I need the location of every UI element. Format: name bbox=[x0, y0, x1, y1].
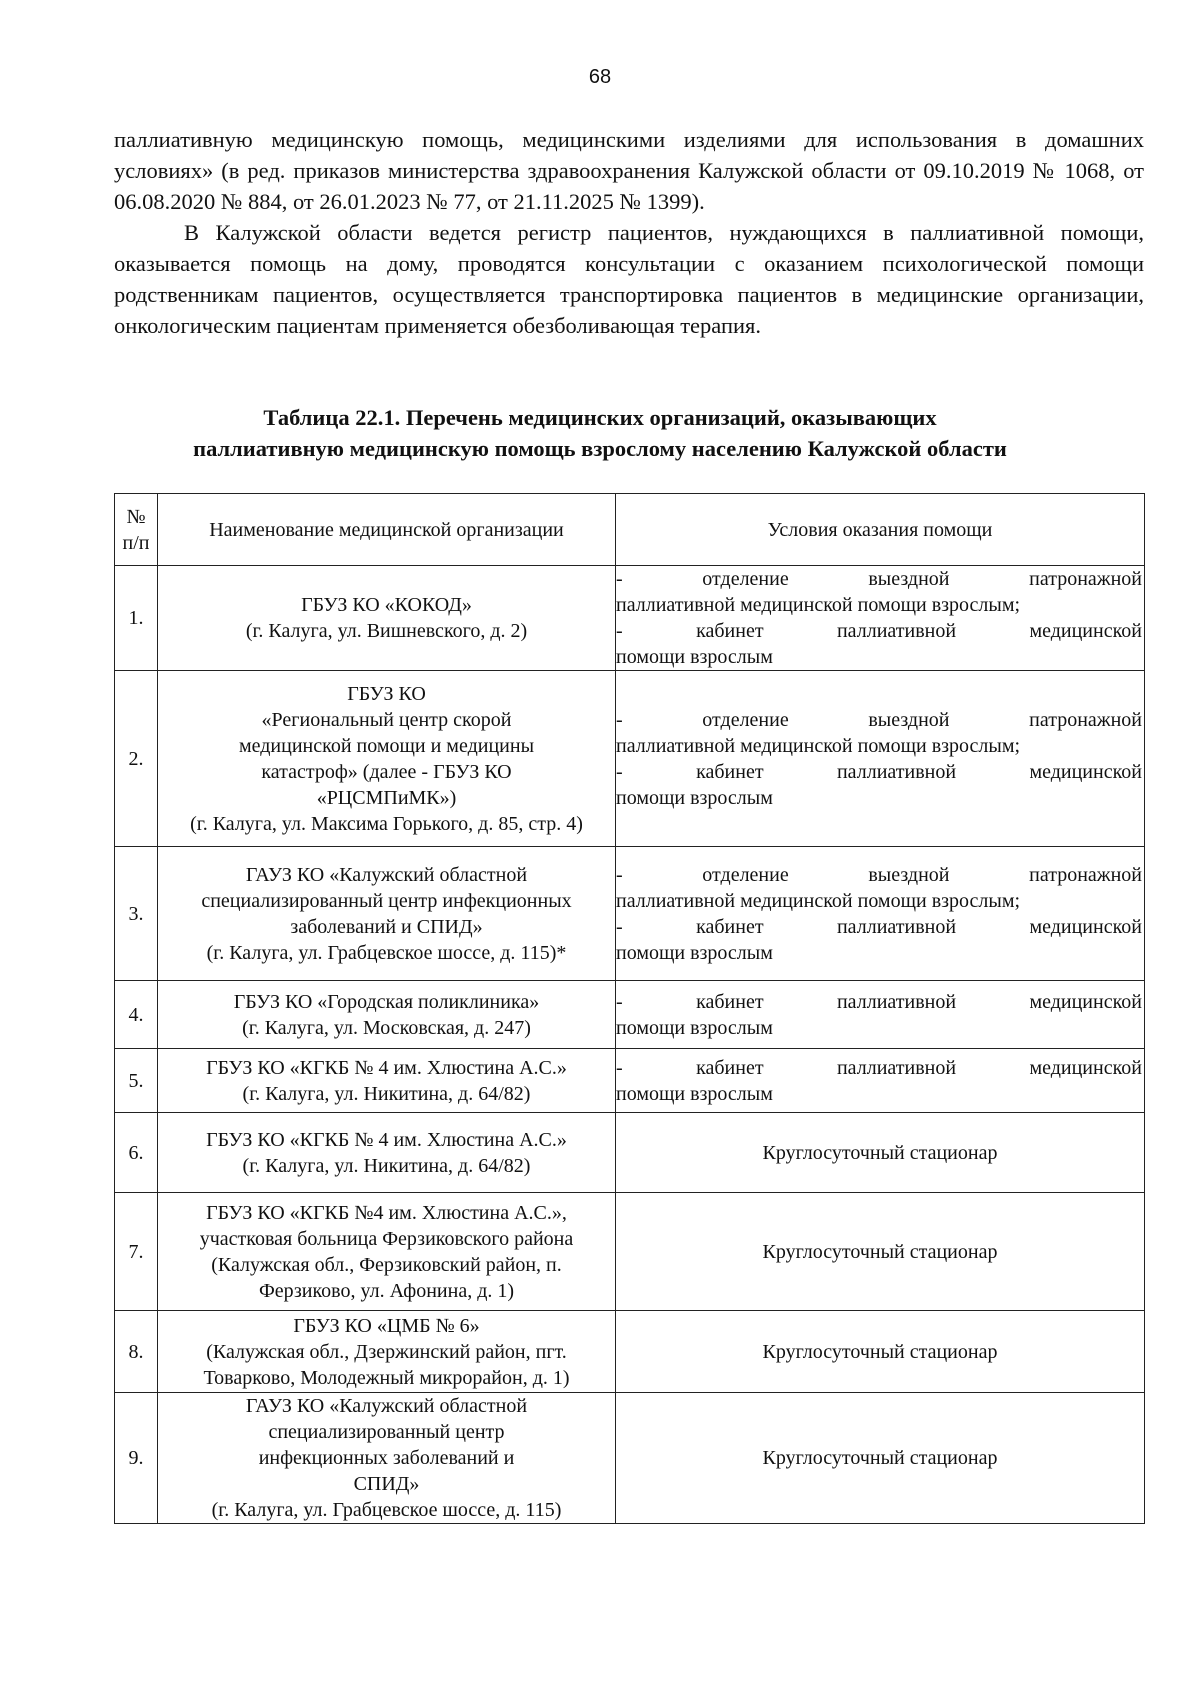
care-condition-line: - кабинет паллиативной медицинской bbox=[616, 915, 1142, 938]
table-row bbox=[115, 566, 1145, 671]
organization-name-line: (г. Калуга, ул. Максима Горького, д. 85, стр. 4) bbox=[190, 812, 583, 835]
table-row bbox=[115, 671, 1145, 847]
care-condition-line: - кабинет паллиативной медицинской bbox=[616, 760, 1142, 783]
care-condition-line: - отделение выездной патронажной bbox=[616, 863, 1142, 886]
organization-name-line: медицинской помощи и медицины bbox=[238, 734, 535, 757]
row-number: 4. bbox=[115, 981, 158, 1049]
care-conditions bbox=[616, 671, 1145, 847]
row-number: 5. bbox=[115, 1049, 158, 1113]
care-conditions bbox=[616, 566, 1145, 671]
table-body bbox=[115, 566, 1145, 1524]
row-number: 7. bbox=[115, 1193, 158, 1311]
organization-name-line: ГАУЗ КО «Калужский областной bbox=[245, 1395, 528, 1417]
organization-name-line: (Калужская обл., Ферзиковский район, п. bbox=[211, 1253, 562, 1276]
table-row bbox=[115, 847, 1145, 981]
care-condition-line: паллиативной медицинской помощи взрослым; bbox=[616, 734, 1021, 757]
table-row bbox=[115, 1193, 1145, 1311]
header-num bbox=[115, 494, 158, 566]
care-condition-line: паллиативной медицинской помощи взрослым; bbox=[616, 889, 1021, 912]
organization-name bbox=[158, 671, 616, 847]
organizations-table bbox=[114, 493, 1145, 1524]
care-condition-line: помощи взрослым bbox=[616, 1016, 773, 1039]
organization-name-line: ГАУЗ КО «Калужский областной bbox=[245, 863, 528, 886]
organization-name-line: (г. Калуга, ул. Вишневского, д. 2) bbox=[245, 620, 528, 642]
care-conditions: Круглосуточный стационар bbox=[616, 1113, 1145, 1193]
row-number: 9. bbox=[115, 1393, 158, 1524]
organization-name-line: ГБУЗ КО «КГКБ №4 им. Хлюстина А.С.», bbox=[206, 1201, 567, 1224]
organization-name bbox=[158, 1311, 616, 1393]
organization-name bbox=[158, 566, 616, 671]
care-condition-line: - кабинет паллиативной медицинской bbox=[616, 620, 1142, 642]
care-condition-line: помощи взрослым bbox=[616, 646, 773, 668]
care-conditions: Круглосуточный стационар bbox=[616, 1393, 1145, 1524]
table-header-row bbox=[115, 494, 1145, 566]
organization-name bbox=[158, 1113, 616, 1193]
care-conditions bbox=[616, 847, 1145, 981]
organization-name bbox=[158, 1049, 616, 1113]
organization-name-line: участковая больница Ферзиковского района bbox=[199, 1227, 574, 1250]
organization-name-line: ГБУЗ КО bbox=[347, 682, 426, 705]
organization-name-line: ГБУЗ КО «ЦМБ № 6» bbox=[293, 1314, 480, 1337]
table-row bbox=[115, 1311, 1145, 1393]
organization-name-line: (г. Калуга, ул. Московская, д. 247) bbox=[242, 1016, 531, 1039]
care-condition-line: паллиативной медицинской помощи взрослым; bbox=[616, 594, 1021, 616]
organization-name bbox=[158, 981, 616, 1049]
care-condition-line: помощи взрослым bbox=[616, 941, 773, 964]
table-row bbox=[115, 1113, 1145, 1193]
care-conditions: Круглосуточный стационар bbox=[616, 1311, 1145, 1393]
care-conditions bbox=[616, 981, 1145, 1049]
row-number: 2. bbox=[115, 671, 158, 847]
organization-name-line: заболеваний и СПИД» bbox=[290, 915, 483, 938]
organization-name-line: ГБУЗ КО «КОКОД» bbox=[301, 594, 472, 616]
header-num-line-2: п/п bbox=[122, 531, 150, 554]
header-name: Наименование медицинской организации bbox=[158, 494, 616, 566]
organization-name-line: (г. Калуга, ул. Грабцевское шоссе, д. 115)* bbox=[206, 941, 567, 964]
organization-name-line: СПИД» bbox=[353, 1473, 420, 1495]
organization-name-line: катастроф» (далее - ГБУЗ КО bbox=[261, 760, 512, 783]
row-number: 1. bbox=[115, 566, 158, 671]
paragraph-2: В Калужской области ведется регистр пациентов, нуждающихся в паллиативной помощи, оказывается помощь на дому, проводятся консультации с оказанием психологической помощи родственникам пациентов, осуществляется транспортировка пациентов в медицинские организации, онкологическим пациентам применяется обезболивающая терапия. bbox=[114, 220, 1144, 338]
organization-name-line: «Региональный центр скорой bbox=[261, 708, 512, 731]
paragraph-1: паллиативную медицинскую помощь, медицинскими изделиями для использования в домашних условиях» (в ред. приказов министерства здравоохранения Калужской области от 09.10.2019 № 1068, от 06.08.2020 № 884, от 26.01.2023 № 77, от 21.11.2025 № 1399). bbox=[114, 127, 1144, 214]
organization-name-line: ГБУЗ КО «КГКБ № 4 им. Хлюстина А.С.» bbox=[206, 1056, 567, 1079]
organization-name bbox=[158, 1393, 616, 1524]
table-title-line-1: Таблица 22.1. Перечень медицинских организаций, оказывающих bbox=[263, 405, 937, 430]
organization-name-line: специализированный центр инфекционных bbox=[201, 889, 572, 912]
organization-name-line: Товарково, Молодежный микрорайон, д. 1) bbox=[203, 1366, 570, 1389]
care-condition-line: - отделение выездной патронажной bbox=[616, 568, 1142, 590]
organization-name-line: (г. Калуга, ул. Никитина, д. 64/82) bbox=[242, 1154, 531, 1177]
care-condition-line: - кабинет паллиативной медицинской bbox=[616, 1056, 1142, 1079]
table-row bbox=[115, 981, 1145, 1049]
table-row bbox=[115, 1049, 1145, 1113]
organization-name-line: «РЦСМПиМК») bbox=[316, 786, 457, 809]
organization-name-line: Ферзиково, ул. Афонина, д. 1) bbox=[258, 1279, 515, 1302]
care-condition-line: - кабинет паллиативной медицинской bbox=[616, 990, 1142, 1013]
organization-name bbox=[158, 1193, 616, 1311]
organization-name bbox=[158, 847, 616, 981]
care-condition-line: - отделение выездной патронажной bbox=[616, 708, 1142, 731]
care-condition-line: помощи взрослым bbox=[616, 1082, 773, 1105]
page-number: 68 bbox=[588, 66, 612, 88]
organization-name-line: (г. Калуга, ул. Грабцевское шоссе, д. 115) bbox=[211, 1499, 562, 1521]
organization-name-line: (Калужская обл., Дзержинский район, пгт. bbox=[206, 1340, 567, 1363]
body-text bbox=[114, 124, 1144, 341]
care-condition-line: помощи взрослым bbox=[616, 786, 773, 809]
organization-name-line: (г. Калуга, ул. Никитина, д. 64/82) bbox=[242, 1082, 531, 1105]
care-conditions bbox=[616, 1049, 1145, 1113]
organization-name-line: ГБУЗ КО «Городская поликлиника» bbox=[233, 990, 540, 1013]
table-title-line-2: паллиативную медицинскую помощь взрослому населению Калужской области bbox=[193, 436, 1007, 461]
header-conditions: Условия оказания помощи bbox=[616, 494, 1145, 566]
table-title bbox=[60, 402, 1140, 464]
row-number: 6. bbox=[115, 1113, 158, 1193]
table-row bbox=[115, 1393, 1145, 1524]
care-conditions: Круглосуточный стационар bbox=[616, 1193, 1145, 1311]
organization-name-line: инфекционных заболеваний и bbox=[258, 1447, 515, 1469]
organization-name-line: ГБУЗ КО «КГКБ № 4 им. Хлюстина А.С.» bbox=[206, 1128, 567, 1151]
organization-name-line: специализированный центр bbox=[268, 1421, 505, 1443]
header-num-line-1: № bbox=[126, 505, 146, 528]
row-number: 3. bbox=[115, 847, 158, 981]
row-number: 8. bbox=[115, 1311, 158, 1393]
